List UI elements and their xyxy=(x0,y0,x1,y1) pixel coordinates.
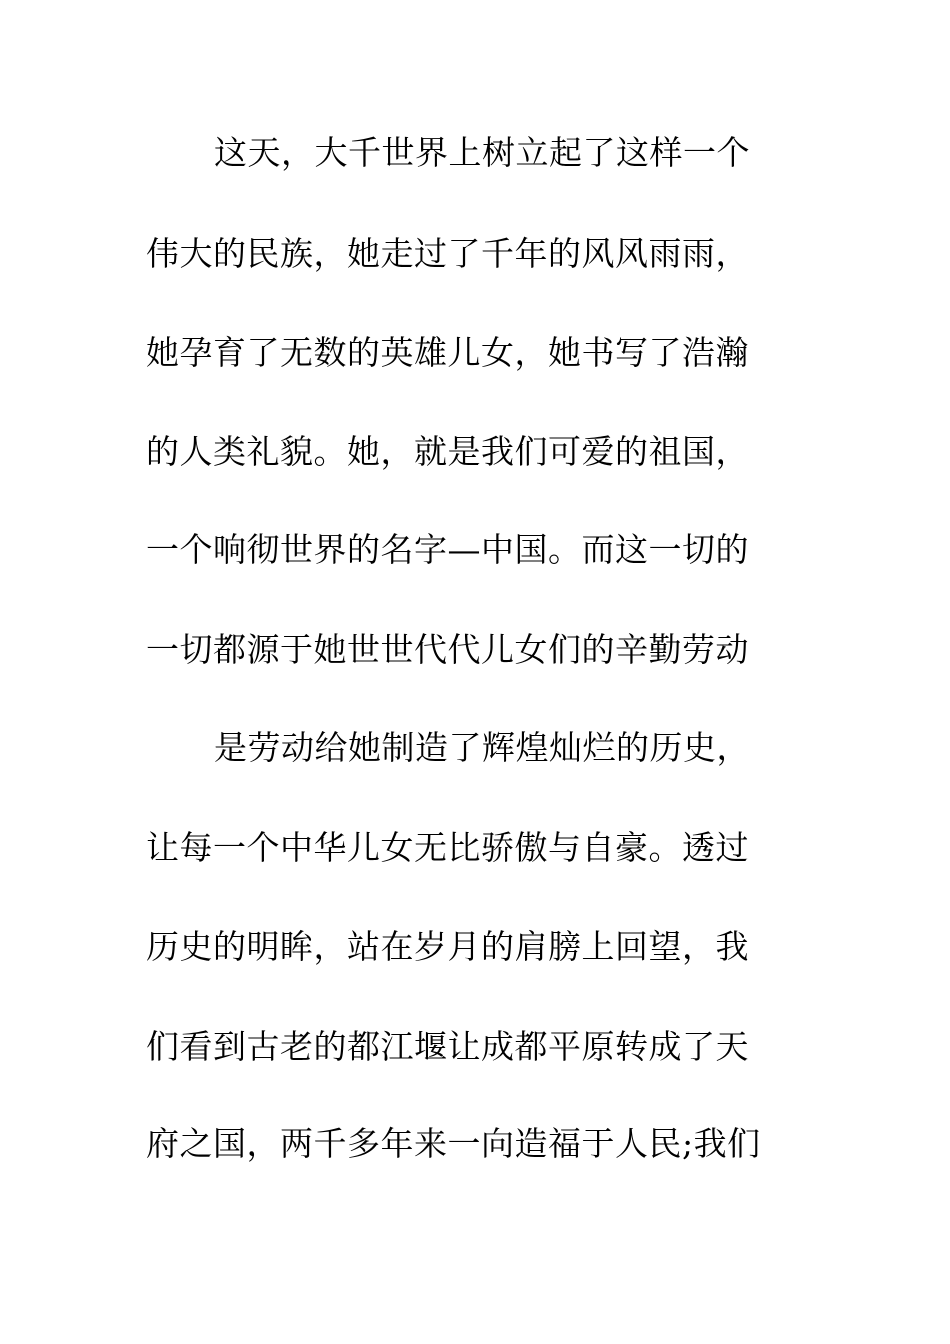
paragraph-1-line-4: 的人类礼貌。她，就是我们可爱的祖国， xyxy=(146,432,749,471)
paragraph-1-line-1: 这天，大千世界上树立起了这样一个 xyxy=(214,133,750,172)
paragraph-2-line-3: 历史的明眸，站在岁月的肩膀上回望，我 xyxy=(146,927,749,966)
paragraph-1-line-6: 一切都源于她世世代代儿女们的辛勤劳动 xyxy=(146,630,749,669)
paragraph-2-line-4: 们看到古老的都江堰让成都平原转成了天 xyxy=(146,1027,749,1066)
paragraph-1-line-2: 伟大的民族，她走过了千年的风风雨雨， xyxy=(146,234,749,273)
paragraph-2-line-1: 是劳动给她制造了辉煌灿烂的历史， xyxy=(214,728,750,767)
paragraph-2-line-2: 让每一个中华儿女无比骄傲与自豪。透过 xyxy=(146,828,749,867)
paragraph-2-line-5: 府之国，两千多年来一向造福于人民;我们 xyxy=(146,1124,761,1163)
paragraph-1-line-5: 一个响彻世界的名字—中国。而这一切的 xyxy=(146,530,749,569)
paragraph-1-line-3: 她孕育了无数的英雄儿女，她书写了浩瀚 xyxy=(146,333,749,372)
